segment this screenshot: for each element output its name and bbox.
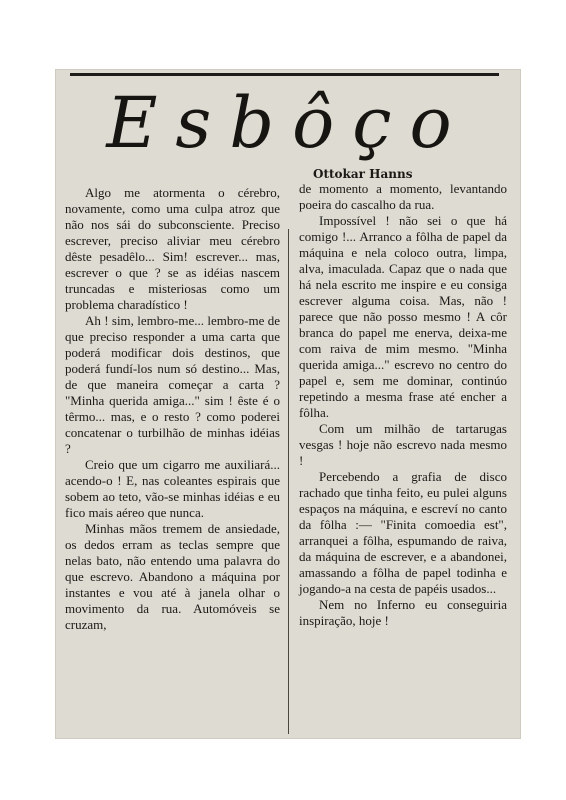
top-rule xyxy=(70,73,499,76)
paragraph: Creio que um cigarro me auxiliará... acendo-o ! E, nas coleantes espirais que sobem ao teto, vão-se minhas idéias e eu fico mais aéreo que nunca. xyxy=(65,457,280,520)
paragraph: Impossível ! não sei o que há comigo !... Arranco a fôlha de papel da máquina e nela coloco outra, limpa, alva, imaculada. Capaz que o nada que há nela escrito me inspire e eu consiga escrever alguma coisa. Mas, não ! parece que não posso mesmo ! A côr branca do papel me enerva, deixa-me com raiva de mim mesmo. "Minha querida amiga..." escrevo no centro do papel e, sem me dominar, continúo repetindo a mesma frase até encher a fôlha. xyxy=(299,213,507,420)
paragraph: Ah ! sim, lembro-me... lembro-me de que preciso responder a uma carta que poderá modificar dois destinos, que poderá fundí-los num só destino... Mas, de que maneira começar a carta ? "Minha querida amiga..." sim ! êste é o têrmo... mas, e o resto ? como poderei concatenar o turbilhão de minhas idéias ? xyxy=(65,313,280,456)
paragraph: Nem no Inferno eu conseguiria inspiração, hoje ! xyxy=(299,597,507,628)
paragraph: de momento a momento, levantando poeira do cascalho da rua. xyxy=(299,181,507,212)
column-divider xyxy=(288,229,289,734)
paragraph: Percebendo a grafia de disco rachado que tinha feito, eu pulei alguns espaços na máquina, e escreví no canto da fôlha :— "Finita comoedia est", arranquei a fôlha, espumando de raiva, da máquina de escrever, e a abandonei, amassando a fôlha de papel todinha e jogando-a na cesta de papéis usados... xyxy=(299,469,507,596)
newspaper-clipping xyxy=(55,69,521,739)
paragraph: Algo me atormenta o cérebro, novamente, como uma culpa atroz que não nos sái do subconsciente. Preciso escrever, preciso aliviar meu cérebro dêste pesadêlo... Sim! escrever... mas, escrever o que ? se as idéias nascem truncadas e misteriosas como um problema charadístico ! xyxy=(65,185,280,312)
left-column xyxy=(65,185,280,633)
article-author: Ottokar Hanns xyxy=(313,167,413,181)
right-column xyxy=(299,181,507,629)
article-title: Esbôço xyxy=(106,82,470,164)
paragraph: Com um milhão de tartarugas vesgas ! hoje não escrevo nada mesmo ! xyxy=(299,421,507,468)
paragraph: Minhas mãos tremem de ansiedade, os dedos erram as teclas sempre que nelas bato, não entendo uma palavra do que escrevo. Abandono a máquina por instantes e vou até à janela olhar o movimento da rua. Automóveis se cruzam, xyxy=(65,521,280,632)
